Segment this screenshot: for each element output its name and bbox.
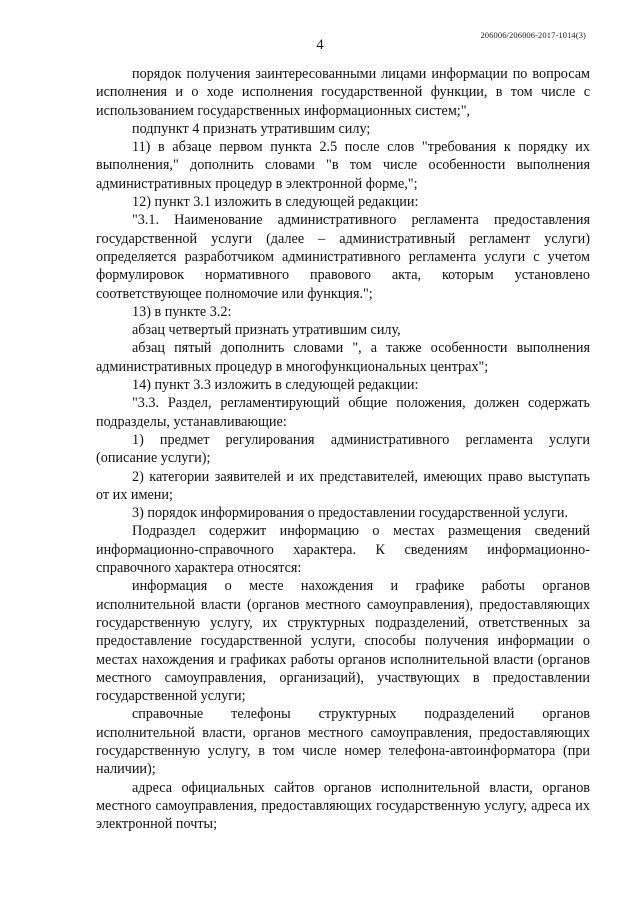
page-number: 4 [316,37,324,53]
paragraph: "3.3. Раздел, регламентирующий общие положения, должен содержать подразделы, устанавливающие: [96,395,590,430]
paragraph: Подраздел содержит информацию о местах размещения сведений информационно-справочного характера. К сведениям информационно-справочного характера относятся: [96,523,590,577]
paragraph: абзац четвертый признать утратившим силу, [132,322,401,339]
paragraph: абзац пятый дополнить словами ", а также особенности выполнения административных процедур в многофункциональных центрах"; [96,340,590,375]
paragraph: 2) категории заявителей и их представителей, имеющих право выступать от их имени; [96,468,590,503]
document-id: 206006/206006-2017-1014(3) [480,30,586,40]
paragraph: 14) пункт 3.3 изложить в следующей редакции: [132,377,419,394]
paragraph: 3) порядок информирования о предоставлении государственной услуги. [132,505,569,522]
paragraph: 1) предмет регулирования административного регламента услуги (описание услуги); [96,431,590,467]
paragraph: порядок получения заинтересованными лицами информации по вопросам исполнения и о ходе исполнения государственной функции, в том числе с использованием государственных информационных систем;", [96,66,590,119]
paragraph: "3.1. Наименование административного регламента предоставления государственной услуги (далее – административный регламент услуги) определяется разработчиком административного регламента услуги с учетом формулировок нормативного правового акта, которым установлено соответствующее полномочие или функция."; [96,212,590,302]
document-body [96,65,590,833]
paragraph: подпункт 4 признать утратившим силу; [132,120,371,137]
paragraph: 13) в пункте 3.2: [132,303,232,320]
paragraph: информация о месте нахождения и графике работы органов исполнительной власти (органов местного самоуправления), предоставляющих государственную услугу, их структурных подразделений, ответственных за предоставление государственной услуги, способы получения информации о местах нахождения и графиках работы органов исполнительной власти (органов местного самоуправления, организаций), участвующих в предоставлении государственной услуги; [96,578,590,705]
paragraph: справочные телефоны структурных подразделений органов исполнительной власти, органов местного самоуправления, предоставляющих государственную услугу, в том числе номер телефона-автоинформатора (при наличии); [96,706,590,778]
paragraph: адреса официальных сайтов органов исполнительной власти, органов местного самоуправления, предоставляющих государственную услугу, адреса их электронной почты; [96,779,590,833]
paragraph: 11) в абзаце первом пункта 2.5 после слов "требования к порядку их выполнения," дополнить словами "в том числе особенности выполнения административных процедур в электронной форме,"; [96,139,590,192]
paragraph: 12) пункт 3.1 изложить в следующей редакции: [132,194,419,211]
